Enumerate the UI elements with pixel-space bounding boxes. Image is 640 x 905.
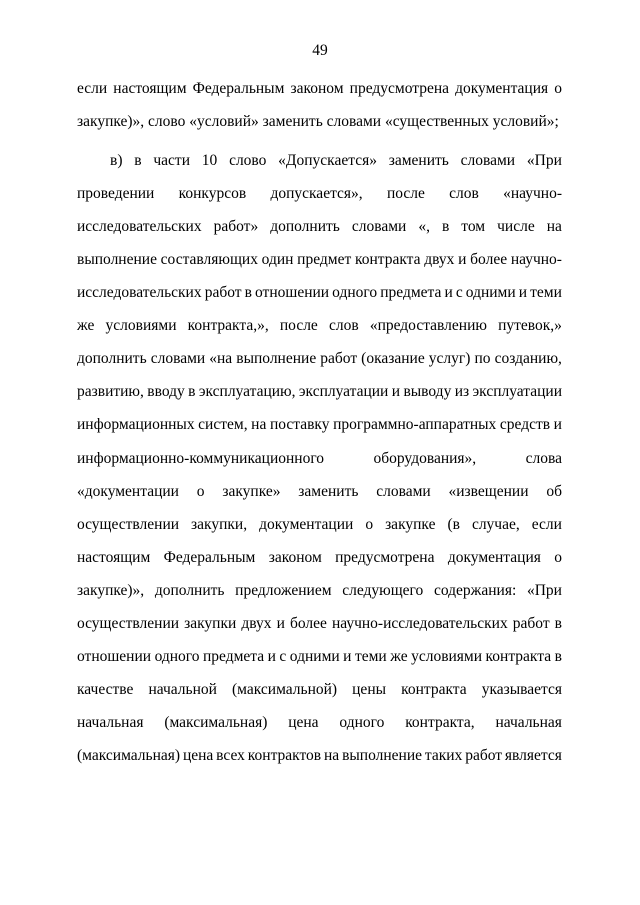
word: условиями (105, 317, 177, 335)
word: части (153, 152, 190, 170)
word: контракта,», (187, 317, 269, 335)
word: заменить (298, 482, 359, 500)
word: двух (241, 614, 272, 632)
word: закупке (385, 515, 436, 533)
paragraph (77, 144, 562, 772)
word: на (251, 416, 267, 434)
word: выполнение (77, 251, 157, 269)
word: услуг) (428, 350, 471, 368)
word: эксплуатации (298, 383, 389, 401)
word: начальная (495, 713, 562, 731)
word: выводу (403, 383, 452, 401)
word: начальная (77, 713, 144, 731)
text-line (77, 508, 562, 541)
word: слова (525, 449, 562, 467)
word: допускается», (270, 185, 363, 203)
word: из (454, 383, 470, 401)
word: о (554, 80, 562, 97)
word: предмета (380, 284, 442, 302)
word: следующего (342, 581, 424, 599)
word: цена (182, 746, 214, 764)
word: о (196, 482, 205, 500)
text-line (77, 475, 562, 508)
word: предложением (235, 581, 332, 599)
word: выполнение (236, 350, 317, 368)
word: двух (424, 251, 455, 269)
word: том (461, 218, 486, 236)
text-line (77, 574, 562, 607)
word: информационно-коммуникационного (77, 449, 325, 467)
word: работ (465, 746, 503, 764)
word: контрактов (247, 746, 322, 764)
word: о (554, 548, 562, 566)
word: условиями (411, 647, 483, 665)
word: в (554, 614, 562, 632)
word: работ (512, 614, 550, 632)
word: конкурсов (178, 185, 247, 203)
word: документации (259, 515, 354, 533)
word: в (188, 383, 196, 401)
text-line (77, 375, 562, 408)
word: слово (229, 152, 267, 170)
word: слов (328, 317, 359, 335)
word: теми (530, 284, 562, 302)
word: настоящим (113, 80, 187, 97)
word: контракта, (405, 713, 475, 731)
word: дополнить (270, 218, 340, 236)
word: один (261, 251, 294, 269)
word: дополнить (77, 350, 147, 368)
word: «научно- (503, 185, 562, 203)
word: после (279, 317, 318, 335)
word: законом (268, 548, 322, 566)
word: одного (154, 647, 200, 665)
word: качестве (77, 680, 134, 698)
word: контракта (401, 680, 467, 698)
word: и (267, 647, 276, 665)
word: эксплуатацию, (198, 383, 296, 401)
word: вводу (147, 383, 185, 401)
text-line (77, 408, 562, 441)
word: документация (447, 548, 541, 566)
word: в (441, 218, 450, 236)
word: законом (290, 80, 344, 97)
word: предусмотрена (335, 548, 435, 566)
word: одного (339, 713, 385, 731)
word: информационных (77, 416, 195, 434)
word: одного (332, 284, 378, 302)
text-line (77, 706, 562, 739)
word: «на (209, 350, 233, 368)
word: развитию, (77, 383, 144, 401)
word: по (474, 350, 491, 368)
word: Федеральным (163, 548, 256, 566)
word: и (553, 416, 562, 434)
word: цена (288, 713, 319, 731)
word: «, (418, 218, 430, 236)
text-line (77, 144, 562, 177)
word: научно- (510, 251, 562, 269)
text-line (77, 210, 562, 243)
word: словами (376, 482, 431, 500)
word: осуществлении (77, 614, 180, 632)
word: числе (497, 218, 535, 236)
word: (максимальной) (232, 680, 338, 698)
word: и (276, 614, 285, 632)
text-line (77, 342, 562, 375)
word: настоящим (77, 548, 151, 566)
word: систем, (198, 416, 248, 434)
word: с (279, 647, 287, 665)
word: и (391, 383, 401, 401)
word: средств (499, 416, 551, 434)
text-line (77, 739, 562, 772)
word: работ (204, 284, 242, 302)
word: на (546, 218, 562, 236)
text-line: закупке)», слово «условий» заменить словами «существенных условий»; (77, 113, 559, 131)
text-line (77, 541, 562, 574)
text-line (77, 640, 562, 673)
word: в (134, 152, 142, 170)
word: содержания: (433, 581, 517, 599)
word: в) (110, 152, 123, 170)
word: «При (526, 152, 562, 170)
word: же (390, 647, 408, 665)
word: предмета (203, 647, 265, 665)
word: и (444, 284, 453, 302)
word: контракта (485, 647, 552, 665)
word: более (289, 614, 327, 632)
word: является (504, 746, 562, 764)
word: отношении (255, 284, 330, 302)
word: если (77, 80, 108, 97)
word: указывается (481, 680, 562, 698)
word: отношении (77, 647, 152, 665)
text-line (77, 607, 562, 640)
word: «При (526, 581, 562, 599)
word: в (554, 647, 562, 665)
word: работ» (213, 218, 259, 236)
word: дополнить (154, 581, 225, 599)
word: контракта (354, 251, 421, 269)
word: случае, (471, 515, 520, 533)
word: программно-аппаратных (333, 416, 497, 434)
text-line (77, 177, 562, 210)
text-line (77, 309, 562, 342)
word: «извещении (448, 482, 529, 500)
word: 10 (201, 152, 218, 170)
word: составляющих (160, 251, 258, 269)
word: в (244, 284, 252, 302)
word: и (518, 284, 528, 302)
word: после (386, 185, 425, 203)
word: предусмотрена (349, 80, 450, 97)
word: более (470, 251, 508, 269)
word: (в (447, 515, 460, 533)
word: же (77, 317, 95, 335)
word: путевок,» (498, 317, 562, 335)
word: закупке)», (77, 581, 145, 599)
word: эксплуатации (472, 383, 562, 401)
word: закупке» (222, 482, 281, 500)
document-body (77, 72, 562, 772)
word: слов (449, 185, 479, 203)
text-line (77, 243, 562, 276)
word: и (343, 647, 352, 665)
word: (оказание (361, 350, 425, 368)
word: научно-исследовательских (331, 614, 508, 632)
word: «предоставлению (369, 317, 487, 335)
word: (максимальная) (164, 713, 268, 731)
text-line (77, 72, 562, 105)
paragraph (77, 72, 562, 138)
word: исследовательских (77, 284, 202, 302)
word: документация (455, 80, 549, 97)
word: всех (216, 746, 245, 764)
word: словами (150, 350, 206, 368)
word: если (531, 515, 562, 533)
word: о (365, 515, 374, 533)
word: начальной (148, 680, 217, 698)
page-number: 49 (312, 42, 328, 59)
word: исследовательских (77, 218, 202, 236)
word: словами (351, 218, 407, 236)
word: и (458, 251, 467, 269)
word: выполнение (342, 746, 423, 764)
word: предмет (297, 251, 352, 269)
word: таких (424, 746, 463, 764)
word: на (324, 746, 340, 764)
word: (максимальная) (77, 746, 181, 764)
text-line (77, 276, 562, 309)
word: с (455, 284, 463, 302)
word: об (546, 482, 562, 500)
word: Федеральным (192, 80, 285, 97)
word: поставку (269, 416, 330, 434)
text-line (77, 673, 562, 706)
word: закупки, (191, 515, 248, 533)
word: теми (354, 647, 387, 665)
word: работ (320, 350, 358, 368)
word: заменить (388, 152, 449, 170)
word: словами (460, 152, 516, 170)
word: «документации (77, 482, 179, 500)
word: цены (352, 680, 387, 698)
word: созданию, (494, 350, 562, 368)
word: осуществлении (77, 515, 180, 533)
word: проведении (77, 185, 155, 203)
word: закупки (184, 614, 237, 632)
word: одними (289, 647, 340, 665)
text-line (77, 442, 562, 475)
word: «Допускается» (278, 152, 377, 170)
word: оборудования», (373, 449, 477, 467)
word: одними (465, 284, 516, 302)
